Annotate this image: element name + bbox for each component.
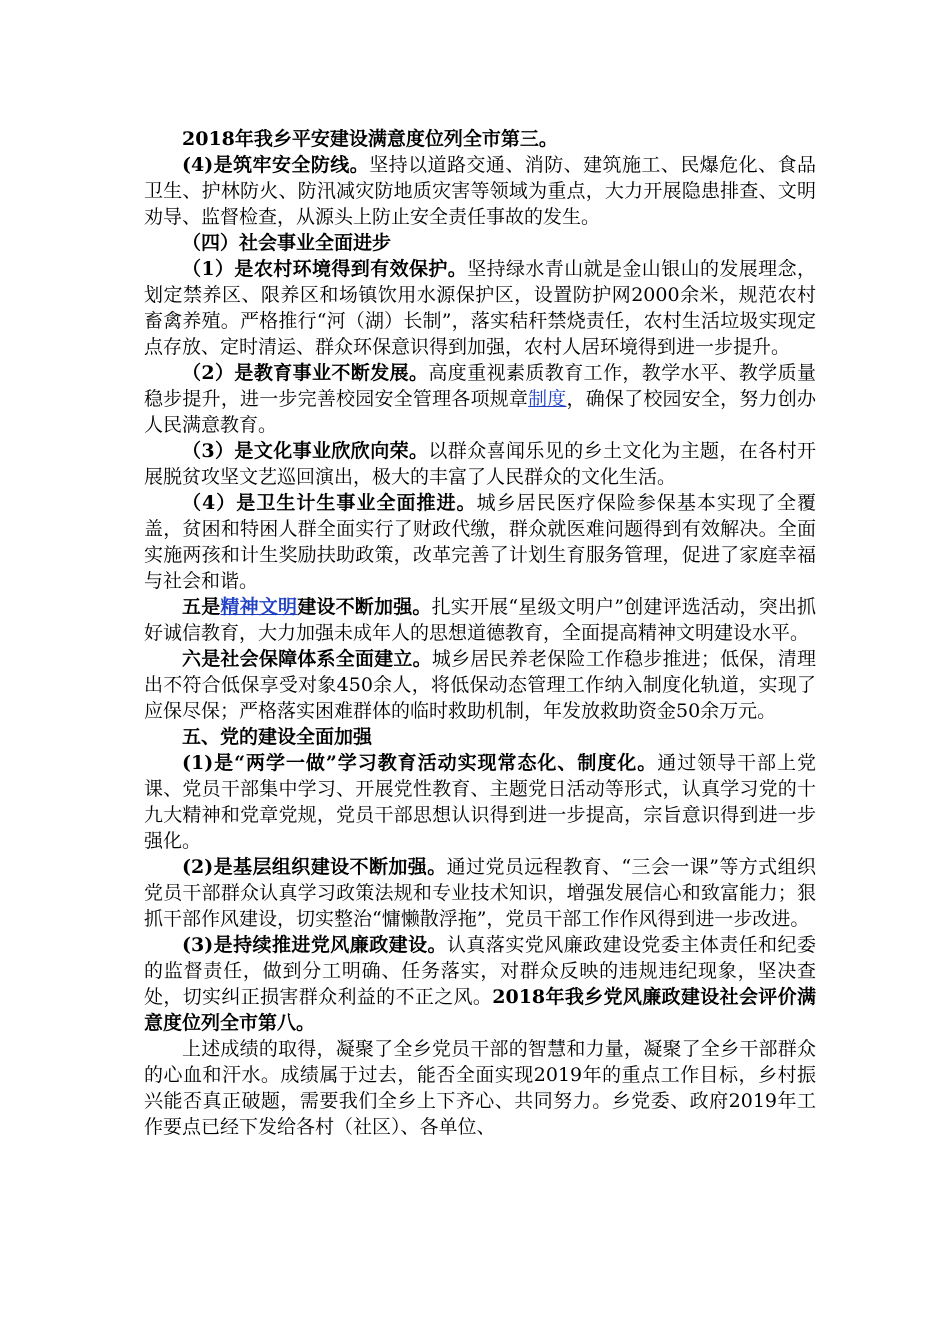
body-text: 坚持以道路交通、消防、建筑施工、民爆危化、食品卫生、护林防火、防汛减灾防地质灾害等领域为重点，大力开展隐患排查、文明劝导、监督检查，从源头上防止安全责任事故的发生。 — [144, 154, 816, 228]
heading-text: （四）社会事业全面进步 — [182, 232, 392, 254]
body-text: 高度重视素质教育工作，教学水平、教学质量稳步提升，进一步完善校园安全管理各项规章 — [144, 362, 816, 410]
body-text: 扎实开展“星级文明户”创建评选活动，突出抓好诚信教育，大力加强未成年人的思想道德教育，全面提高精神文明建设水平。 — [144, 596, 816, 644]
body-text: 认真落实党风廉政建设党委主体责任和纪委的监督责任，做到分工明确、任务落实，对群众反映的违规违纪现象，坚决查处，切实纠正损害群众利益的不正之风。 — [144, 934, 816, 1008]
bold-lead: （3）是文化事业欣欣向荣。 — [182, 440, 429, 462]
paragraph-safety-ranking — [144, 126, 816, 152]
body-text: 城乡居民医疗保险参保基本实现了全覆盖，贫困和特困人群全面实行了财政代缴，群众就医难问题得到有效解决。全面实施两孩和计生奖励扶助政策，改革完善了计划生育服务管理，促进了家庭幸福与社会和谐。 — [144, 492, 816, 592]
bold-text: 2018年我乡平安建设满意度位列全市第三。 — [182, 128, 558, 150]
link-spiritual-civilization[interactable]: 精神文明 — [220, 596, 298, 618]
paragraph-safety-defense — [144, 152, 816, 230]
body-text: 通过党员远程教育、“三会一课”等方式组织党员干部群众认真学习政策法规和专业技术知识，增强发展信心和致富能力；狠抓干部作风建设，切实整治“慵懒散浮拖”，党员干部工作作风得到进一步改进。 — [144, 856, 817, 930]
bold-lead: （4）是卫生计生事业全面推进。 — [182, 492, 477, 514]
paragraph-social-security — [144, 646, 816, 724]
bold-lead: （2）是教育事业不断发展。 — [182, 362, 429, 384]
body-text: ，确保了校园安全，努力创办人民满意教育。 — [144, 388, 816, 436]
bold-lead: 六是社会保障体系全面建立。 — [182, 648, 432, 670]
paragraph-education — [144, 360, 816, 438]
body-text: 通过领导干部上党课、党员干部集中学习、开展党性教育、主题党日活动等形式，认真学习党的十九大精神和党章党规，党员干部思想认识得到进一步提高，宗旨意识得到进一步强化。 — [144, 752, 816, 852]
paragraph-culture — [144, 438, 816, 490]
bold-lead: 建设不断加强。 — [297, 596, 432, 618]
section-heading-party — [144, 724, 816, 750]
bold-lead: 五是 — [182, 596, 221, 618]
bold-lead: (3)是持续推进党风廉政建设。 — [182, 934, 447, 956]
bold-lead: (1)是“两学一做”学习教育活动实现常态化、制度化。 — [182, 752, 658, 774]
paragraph-spiritual-civilization — [144, 594, 816, 646]
bold-lead: （1）是农村环境得到有效保护。 — [182, 258, 468, 280]
paragraph-rural-environment — [144, 256, 816, 360]
paragraph-health — [144, 490, 816, 594]
body-text: 以群众喜闻乐见的乡土文化为主题，在各村开展脱贫攻坚文艺巡回演出，极大的丰富了人民群众的文化生活。 — [144, 440, 816, 488]
bold-lead: (4)是筑牢安全防线。 — [182, 154, 370, 176]
paragraph-conclusion — [144, 1036, 816, 1140]
link-system[interactable]: 制度 — [528, 388, 567, 410]
paragraph-two-studies — [144, 750, 816, 854]
heading-text: 五、党的建设全面加强 — [182, 726, 373, 748]
paragraph-grassroots — [144, 854, 816, 932]
bold-text: 2018年我乡党风廉政建设社会评价满意度位列全市第八。 — [144, 986, 816, 1034]
body-text: 坚持绿水青山就是金山银山的发展理念，划定禁养区、限养区和场镇饮用水源保护区，设置防护网2000余米，规范农村畜禽养殖。严格推行“河（湖）长制”，落实秸秆禁烧责任，农村生活垃圾实现定点存放、定时清运、群众环保意识得到加强，农村人居环境得到进一步提升。 — [144, 258, 816, 358]
paragraph-integrity — [144, 932, 816, 1036]
body-text: 城乡居民养老保险工作稳步推进；低保，清理出不符合低保享受对象450余人，将低保动态管理工作纳入制度化轨道，实现了应保尽保；严格落实困难群体的临时救助机制，年发放救助资金50余万元。 — [144, 648, 816, 722]
bold-lead: (2)是基层组织建设不断加强。 — [182, 856, 447, 878]
body-text: 上述成绩的取得，凝聚了全乡党员干部的智慧和力量，凝聚了全乡干部群众的心血和汗水。成绩属于过去，能否全面实现2019年的重点工作目标，乡村振兴能否真正破题，需要我们全乡上下齐心、共同努力。乡党委、政府2019年工作要点已经下发给各村（社区）、各单位、 — [144, 1038, 816, 1138]
document-body — [144, 126, 816, 1140]
section-heading-social — [144, 230, 816, 256]
